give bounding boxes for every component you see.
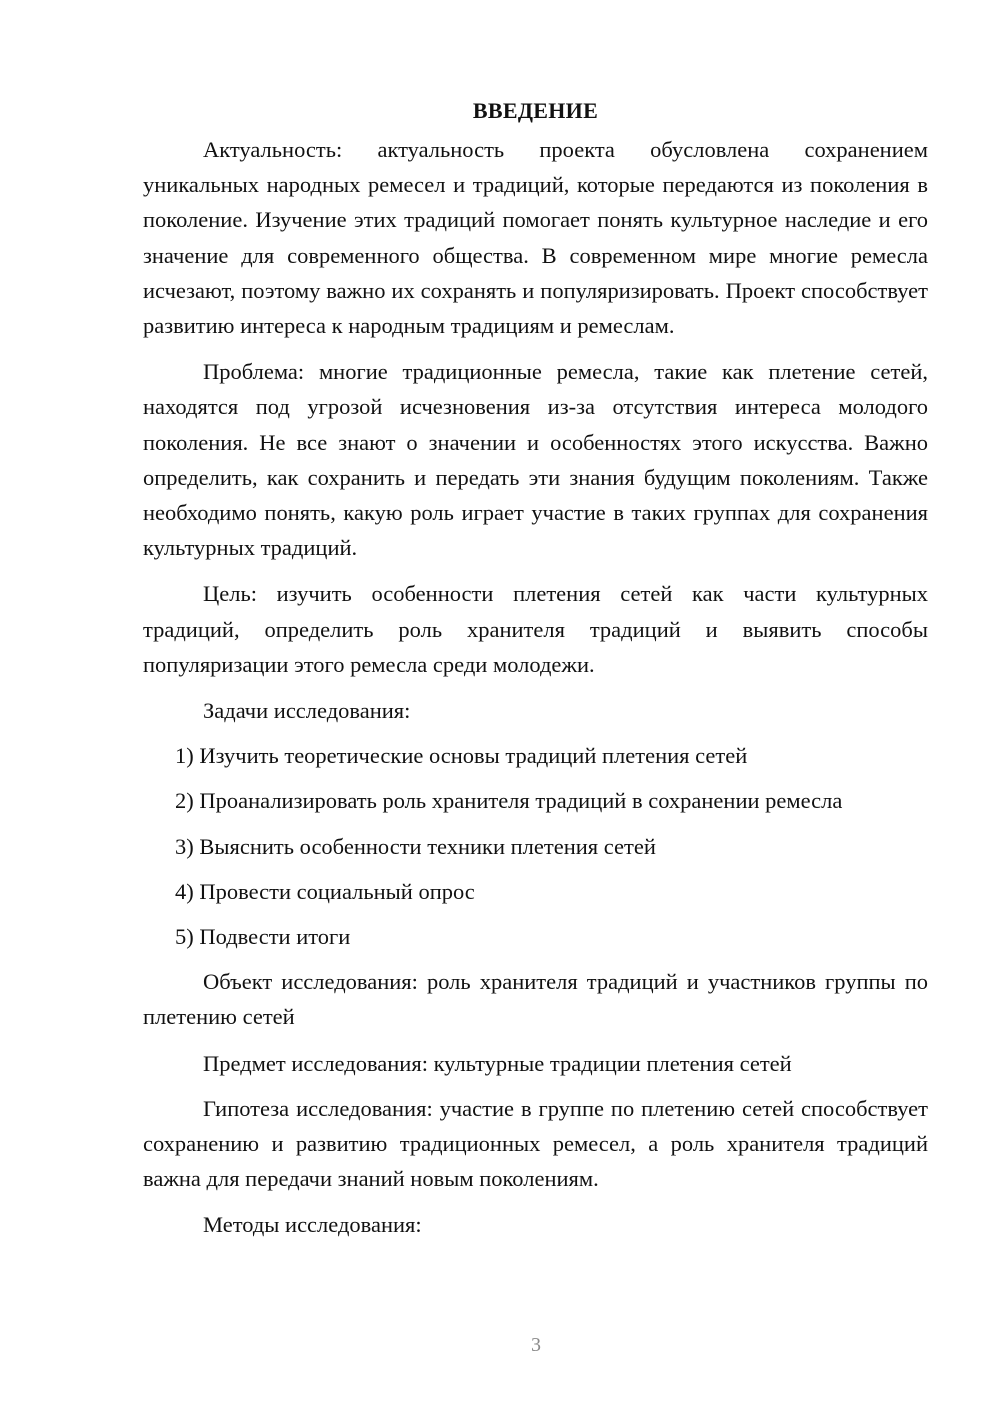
subject-paragraph: Предмет исследования: культурные традиции плетения сетей <box>203 1050 792 1076</box>
section-title: ВВЕДЕНИЕ <box>472 98 599 123</box>
tasks-list <box>143 738 928 954</box>
relevance-paragraph: Актуальность: актуальность проекта обусловлена сохранением уникальных народных ремесел и традиций, которые передаются из поколения в поколение. Изучение этих традиций помогает понять культурное наследие и его значение для современного общества. В современном мире многие ремесла исчезают, поэтому важно их сохранять и популяризировать. Проект способствует развитию интереса к народным традициям и ремеслам. <box>143 137 928 339</box>
page-content <box>143 96 928 1253</box>
object-paragraph: Объект исследования: роль хранителя традиций и участников группы по плетению сетей <box>143 969 928 1030</box>
list-item: 2) Проанализировать роль хранителя традиций в сохранении ремесла <box>175 788 843 814</box>
methods-heading: Методы исследования: <box>203 1212 422 1238</box>
hypothesis-paragraph: Гипотеза исследования: участие в группе по плетению сетей способствует сохранению и развитию традиционных ремесел, а роль хранителя традиций важна для передачи знаний новым поколениям. <box>143 1095 928 1192</box>
page-number: 3 <box>531 1334 541 1356</box>
list-item: 5) Подвести итоги <box>175 924 351 950</box>
list-item: 4) Провести социальный опрос <box>175 878 475 904</box>
problem-paragraph: Проблема: многие традиционные ремесла, такие как плетение сетей, находятся под угрозой исчезновения из-за отсутствия интереса молодого поколения. Не все знают о значении и особенностях этого искусства. Важно определить, как сохранить и передать эти знания будущим поколениям. Также необходимо понять, какую роль играет участие в таких группах для сохранения культурных традиций. <box>143 359 928 561</box>
list-item: 3) Выяснить особенности техники плетения сетей <box>175 833 656 859</box>
tasks-heading: Задачи исследования: <box>203 698 411 724</box>
list-item: 1) Изучить теоретические основы традиций плетения сетей <box>175 743 748 769</box>
goal-paragraph: Цель: изучить особенности плетения сетей как части культурных традиций, определить роль хранителя традиций и выявить способы популяризации этого ремесла среди молодежи. <box>143 581 928 677</box>
